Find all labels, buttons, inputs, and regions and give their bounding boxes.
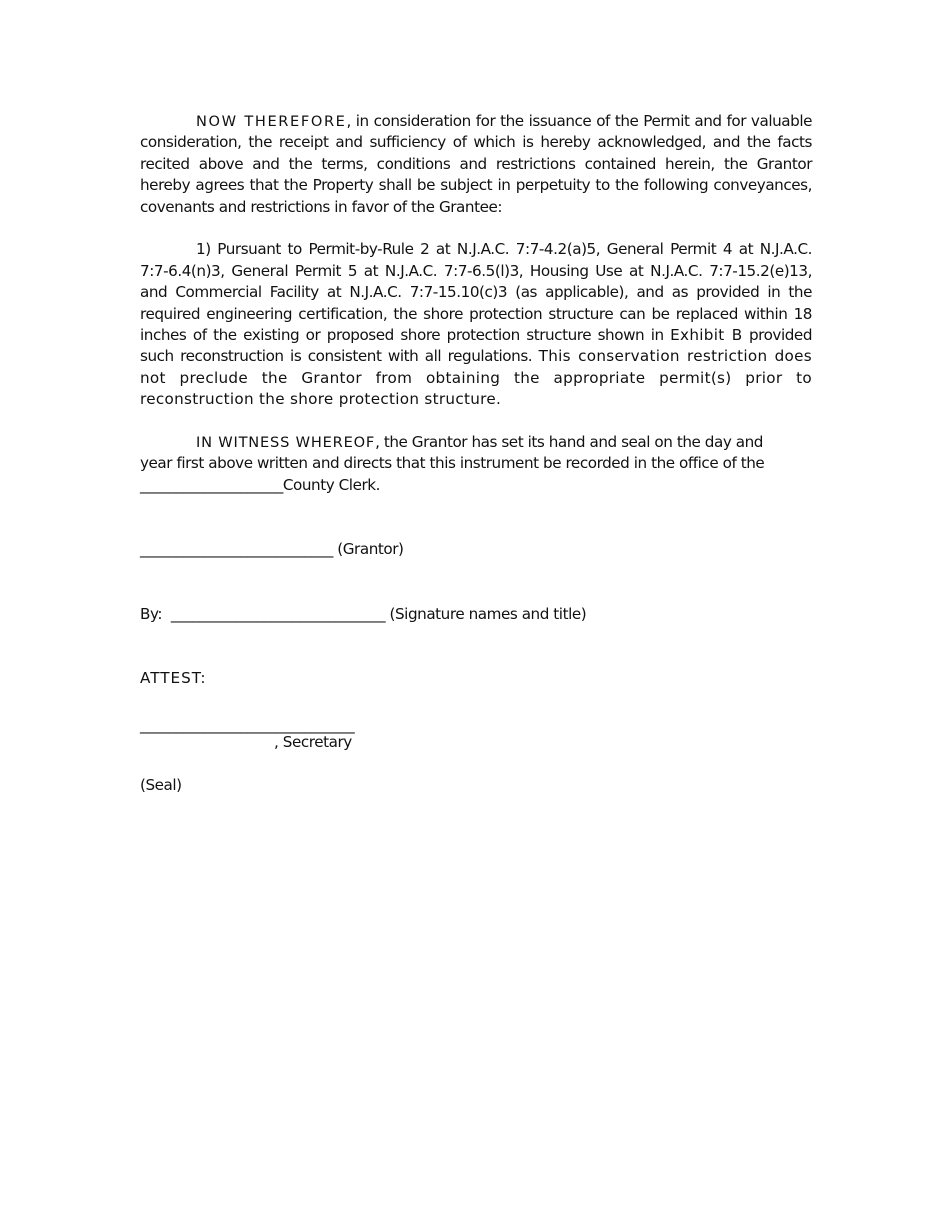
spacer (140, 690, 812, 711)
witness-line-3: ____________________County Clerk. (140, 475, 380, 494)
document-body (140, 111, 812, 796)
attest-label: ATTEST: (140, 669, 207, 688)
secretary-label: , Secretary (274, 732, 352, 751)
spacer (140, 753, 812, 774)
by-signature-line: By: ______________________________ (Signature names and title) (140, 604, 587, 623)
exhibit-reference: Exhibit B (670, 326, 743, 345)
witness-heading: IN WITNESS WHEREOF (196, 434, 376, 452)
spacer (140, 411, 812, 432)
restriction-text-b: provided such reconstruction is consistent with all regulations. (140, 326, 813, 366)
spacer (140, 561, 812, 604)
now-therefore-paragraph (140, 111, 812, 218)
grantor-signature-line: ___________________________ (Grantor) (140, 540, 404, 559)
spacer (140, 625, 812, 668)
witness-paragraph (140, 432, 812, 496)
witness-line-2: year first above written and directs that this instrument be recorded in the office of the (140, 454, 765, 473)
now-therefore-text: , in consideration for the issuance of the Permit and for valuable consideration, the receipt and sufficiency of which is hereby acknowledged, and the facts recited above and the terms, conditions and restrictions contained herein, the Grantor hereby agrees that the Property shall be subject in perpetuity to the following conveyances, covenants and restrictions in favor of the Grantee: (140, 112, 812, 216)
witness-text-1: , the Grantor has set its hand and seal on the day and (375, 433, 763, 452)
spacer (140, 496, 812, 539)
restriction-text-c: This conservation restriction does not preclude the Grantor from obtaining the appropriate permit(s) prior to reconstruction the shore protection structure. (140, 347, 812, 409)
spacer (140, 218, 812, 239)
now-therefore-heading: NOW THEREFORE (196, 113, 347, 130)
seal-label: (Seal) (140, 775, 182, 794)
witness-line-1 (140, 432, 812, 453)
restriction-paragraph (140, 239, 812, 410)
restriction-text-a: 1) Pursuant to Permit-by-Rule 2 at N.J.A.C. 7:7-4.2(a)5, General Permit 4 at N.J.A.C. 7:7-6.4(n)3, General Permit 5 at N.J.A.C. 7:7-6.5(l)3, Housing Use at N.J.A.C. 7:7-15.2(e)13, and Commercial Facility at N.J.A.C. 7:7-15.10(c)3 (as applicable), and as provided in the required engineering certification, the shore protection structure can be replaced within 18 inches of the existing or proposed shore protection structure shown in (140, 240, 812, 345)
attest-signature-line: ______________________________ (140, 715, 355, 734)
